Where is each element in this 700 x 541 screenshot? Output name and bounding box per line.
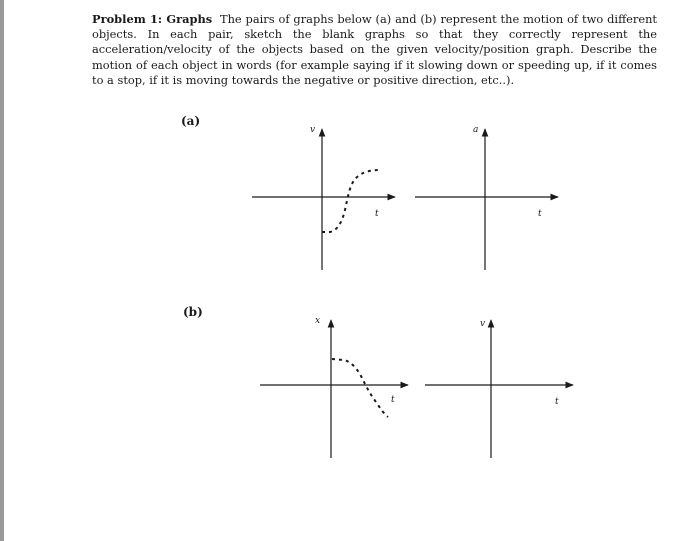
graph-a2-y-label: a [473,125,479,135]
graph-b2-y-label: v [480,319,486,329]
part-a-label: (a) [181,114,201,128]
part-b-label: (b) [183,305,203,319]
graph-b2 [425,320,573,458]
graph-b1 [260,320,408,458]
problem-heading: Problem 1: Graphs [92,12,213,26]
graph-a2-x-label: t [538,209,542,219]
graph-a2 [415,129,558,270]
problem-text: The pairs of graphs below (a) and (b) represent the motion of two different objects. In each pair, sketch the blank graphs so that they correctly represent the acceleration/velocity of the objects based on the given velocity/position graph. Describe the motion of each object in words (for example saying if it slowing down or speeding up, if it comes to a stop, if it is moving towards the negative or positive direction, etc..). [92,12,658,87]
graph-b2-x-label: t [555,397,559,407]
graph-a1 [252,129,395,270]
graph-b1-y-label: x [315,316,321,326]
graph-b1-curve [332,359,388,417]
graph-b1-x-label: t [391,395,395,405]
graph-a1-y-label: v [310,125,316,135]
graph-a1-x-label: t [375,209,379,219]
graph-a1-curve [322,170,380,232]
